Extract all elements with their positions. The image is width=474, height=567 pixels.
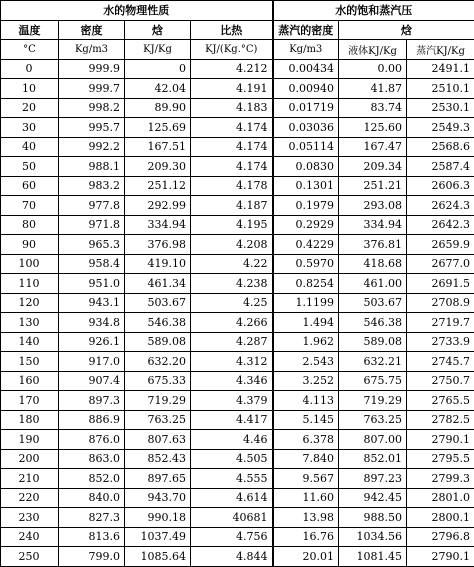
specific-heat-cell: 4.266 xyxy=(191,313,273,333)
liquid-enthalpy-cell: 41.87 xyxy=(339,79,407,99)
unit-steam-density: Kg/m3 xyxy=(273,40,339,60)
table-body xyxy=(1,59,474,566)
specific-heat-cell: 4.346 xyxy=(191,371,273,391)
enthalpy-cell: 807.63 xyxy=(125,430,191,450)
density-cell: 813.6 xyxy=(59,527,125,547)
specific-heat-cell: 4.174 xyxy=(191,137,273,157)
temperature-cell: 150 xyxy=(1,352,59,372)
table-row xyxy=(1,508,474,528)
temperature-cell: 0 xyxy=(1,59,59,79)
density-cell: 840.0 xyxy=(59,488,125,508)
vapor-enthalpy-cell: 2642.3 xyxy=(407,215,474,235)
enthalpy-cell: 125.69 xyxy=(125,118,191,138)
vapor-enthalpy-cell: 2796.8 xyxy=(407,527,474,547)
enthalpy-cell: 503.67 xyxy=(125,293,191,313)
specific-heat-cell: 4.46 xyxy=(191,430,273,450)
liquid-enthalpy-cell: 251.21 xyxy=(339,176,407,196)
liquid-enthalpy-cell: 0.00 xyxy=(339,59,407,79)
temperature-cell: 200 xyxy=(1,449,59,469)
unit-specific-heat: KJ/(Kg.°C) xyxy=(191,40,273,60)
temperature-cell: 170 xyxy=(1,391,59,411)
steam-density-cell: 13.98 xyxy=(273,508,339,528)
vapor-enthalpy-cell: 2719.7 xyxy=(407,313,474,333)
density-cell: 971.8 xyxy=(59,215,125,235)
specific-heat-cell: 4.756 xyxy=(191,527,273,547)
steam-density-cell: 0.01719 xyxy=(273,98,339,118)
specific-heat-cell: 4.505 xyxy=(191,449,273,469)
enthalpy-cell: 852.43 xyxy=(125,449,191,469)
liquid-enthalpy-cell: 418.68 xyxy=(339,254,407,274)
table-row xyxy=(1,98,474,118)
table-row xyxy=(1,293,474,313)
enthalpy-cell: 251.12 xyxy=(125,176,191,196)
density-cell: 983.2 xyxy=(59,176,125,196)
steam-density-cell: 5.145 xyxy=(273,410,339,430)
density-cell: 926.1 xyxy=(59,332,125,352)
steam-density-cell: 2.543 xyxy=(273,352,339,372)
temperature-cell: 220 xyxy=(1,488,59,508)
vapor-enthalpy-cell: 2795.5 xyxy=(407,449,474,469)
enthalpy-cell: 763.25 xyxy=(125,410,191,430)
column-header-row xyxy=(1,20,474,40)
temperature-cell: 30 xyxy=(1,118,59,138)
density-cell: 998.2 xyxy=(59,98,125,118)
specific-heat-cell: 4.238 xyxy=(191,274,273,294)
specific-heat-cell: 4.208 xyxy=(191,235,273,255)
specific-heat-cell: 4.178 xyxy=(191,176,273,196)
enthalpy-cell: 376.98 xyxy=(125,235,191,255)
temperature-cell: 180 xyxy=(1,410,59,430)
unit-vapor-enthalpy: 蒸汽KJ/Kg xyxy=(407,40,474,60)
temperature-cell: 120 xyxy=(1,293,59,313)
steam-density-cell: 0.03036 xyxy=(273,118,339,138)
steam-density-cell: 0.05114 xyxy=(273,137,339,157)
liquid-enthalpy-cell: 83.74 xyxy=(339,98,407,118)
temperature-cell: 70 xyxy=(1,196,59,216)
vapor-enthalpy-cell: 2800.1 xyxy=(407,508,474,528)
enthalpy-cell: 334.94 xyxy=(125,215,191,235)
density-cell: 897.3 xyxy=(59,391,125,411)
steam-density-cell: 6.378 xyxy=(273,430,339,450)
liquid-enthalpy-cell: 1034.56 xyxy=(339,527,407,547)
table-row xyxy=(1,352,474,372)
table-row xyxy=(1,371,474,391)
table-row xyxy=(1,215,474,235)
enthalpy-cell: 209.30 xyxy=(125,157,191,177)
specific-heat-cell: 4.379 xyxy=(191,391,273,411)
enthalpy-cell: 419.10 xyxy=(125,254,191,274)
specific-heat-cell: 4.187 xyxy=(191,196,273,216)
liquid-enthalpy-cell: 503.67 xyxy=(339,293,407,313)
density-cell: 965.3 xyxy=(59,235,125,255)
col-header-steam-enthalpy: 焓 xyxy=(339,20,474,40)
liquid-enthalpy-cell: 719.29 xyxy=(339,391,407,411)
steam-density-cell: 7.840 xyxy=(273,449,339,469)
vapor-enthalpy-cell: 2790.1 xyxy=(407,430,474,450)
unit-density: Kg/m3 xyxy=(59,40,125,60)
enthalpy-cell: 1037.49 xyxy=(125,527,191,547)
vapor-enthalpy-cell: 2745.7 xyxy=(407,352,474,372)
col-header-temperature: 温度 xyxy=(1,20,59,40)
steam-density-cell: 0.0830 xyxy=(273,157,339,177)
temperature-cell: 100 xyxy=(1,254,59,274)
specific-heat-cell: 4.174 xyxy=(191,118,273,138)
vapor-enthalpy-cell: 2801.0 xyxy=(407,488,474,508)
temperature-cell: 130 xyxy=(1,313,59,333)
temperature-cell: 250 xyxy=(1,547,59,567)
liquid-enthalpy-cell: 852.01 xyxy=(339,449,407,469)
density-cell: 852.0 xyxy=(59,469,125,489)
vapor-enthalpy-cell: 2782.5 xyxy=(407,410,474,430)
table-row xyxy=(1,176,474,196)
liquid-enthalpy-cell: 763.25 xyxy=(339,410,407,430)
specific-heat-cell: 40681 xyxy=(191,508,273,528)
density-cell: 863.0 xyxy=(59,449,125,469)
specific-heat-cell: 4.212 xyxy=(191,59,273,79)
vapor-enthalpy-cell: 2510.1 xyxy=(407,79,474,99)
group-title-physical-properties: 水的物理性质 xyxy=(1,1,273,21)
table-row xyxy=(1,254,474,274)
specific-heat-cell: 4.22 xyxy=(191,254,273,274)
steam-density-cell: 9.567 xyxy=(273,469,339,489)
table-row xyxy=(1,527,474,547)
temperature-cell: 20 xyxy=(1,98,59,118)
temperature-cell: 60 xyxy=(1,176,59,196)
liquid-enthalpy-cell: 632.21 xyxy=(339,352,407,372)
specific-heat-cell: 4.417 xyxy=(191,410,273,430)
density-cell: 827.3 xyxy=(59,508,125,528)
density-cell: 934.8 xyxy=(59,313,125,333)
table-row xyxy=(1,547,474,567)
group-header-row xyxy=(1,1,474,21)
steam-density-cell: 20.01 xyxy=(273,547,339,567)
temperature-cell: 10 xyxy=(1,79,59,99)
density-cell: 943.1 xyxy=(59,293,125,313)
col-header-specific-heat: 比热 xyxy=(191,20,273,40)
vapor-enthalpy-cell: 2624.3 xyxy=(407,196,474,216)
specific-heat-cell: 4.555 xyxy=(191,469,273,489)
enthalpy-cell: 292.99 xyxy=(125,196,191,216)
specific-heat-cell: 4.312 xyxy=(191,352,273,372)
table-row xyxy=(1,157,474,177)
density-cell: 907.4 xyxy=(59,371,125,391)
density-cell: 958.4 xyxy=(59,254,125,274)
group-title-saturated-steam: 水的饱和蒸汽压 xyxy=(273,1,474,21)
density-cell: 799.0 xyxy=(59,547,125,567)
enthalpy-cell: 461.34 xyxy=(125,274,191,294)
table-row xyxy=(1,118,474,138)
vapor-enthalpy-cell: 2708.9 xyxy=(407,293,474,313)
density-cell: 999.9 xyxy=(59,59,125,79)
liquid-enthalpy-cell: 461.00 xyxy=(339,274,407,294)
steam-density-cell: 1.1199 xyxy=(273,293,339,313)
col-header-density: 密度 xyxy=(59,20,125,40)
temperature-cell: 160 xyxy=(1,371,59,391)
temperature-cell: 90 xyxy=(1,235,59,255)
enthalpy-cell: 589.08 xyxy=(125,332,191,352)
steam-density-cell: 1.962 xyxy=(273,332,339,352)
liquid-enthalpy-cell: 293.08 xyxy=(339,196,407,216)
steam-density-cell: 0.4229 xyxy=(273,235,339,255)
density-cell: 951.0 xyxy=(59,274,125,294)
specific-heat-cell: 4.614 xyxy=(191,488,273,508)
temperature-cell: 140 xyxy=(1,332,59,352)
liquid-enthalpy-cell: 897.23 xyxy=(339,469,407,489)
vapor-enthalpy-cell: 2677.0 xyxy=(407,254,474,274)
density-cell: 876.0 xyxy=(59,430,125,450)
table-row xyxy=(1,332,474,352)
temperature-cell: 210 xyxy=(1,469,59,489)
table-row xyxy=(1,235,474,255)
temperature-cell: 230 xyxy=(1,508,59,528)
enthalpy-cell: 632.20 xyxy=(125,352,191,372)
vapor-enthalpy-cell: 2765.5 xyxy=(407,391,474,411)
steam-density-cell: 11.60 xyxy=(273,488,339,508)
density-cell: 999.7 xyxy=(59,79,125,99)
enthalpy-cell: 719.29 xyxy=(125,391,191,411)
specific-heat-cell: 4.287 xyxy=(191,332,273,352)
steam-density-cell: 0.2929 xyxy=(273,215,339,235)
vapor-enthalpy-cell: 2790.1 xyxy=(407,547,474,567)
vapor-enthalpy-cell: 2691.5 xyxy=(407,274,474,294)
enthalpy-cell: 943.70 xyxy=(125,488,191,508)
enthalpy-cell: 990.18 xyxy=(125,508,191,528)
liquid-enthalpy-cell: 546.38 xyxy=(339,313,407,333)
col-header-enthalpy: 焓 xyxy=(125,20,191,40)
liquid-enthalpy-cell: 675.75 xyxy=(339,371,407,391)
temperature-cell: 40 xyxy=(1,137,59,157)
liquid-enthalpy-cell: 376.81 xyxy=(339,235,407,255)
liquid-enthalpy-cell: 209.34 xyxy=(339,157,407,177)
vapor-enthalpy-cell: 2491.1 xyxy=(407,59,474,79)
vapor-enthalpy-cell: 2530.1 xyxy=(407,98,474,118)
vapor-enthalpy-cell: 2568.6 xyxy=(407,137,474,157)
liquid-enthalpy-cell: 589.08 xyxy=(339,332,407,352)
vapor-enthalpy-cell: 2606.3 xyxy=(407,176,474,196)
col-header-steam-density: 蒸汽的密度 xyxy=(273,20,339,40)
density-cell: 995.7 xyxy=(59,118,125,138)
enthalpy-cell: 897.65 xyxy=(125,469,191,489)
steam-density-cell: 0.8254 xyxy=(273,274,339,294)
unit-enthalpy: KJ/Kg xyxy=(125,40,191,60)
temperature-cell: 80 xyxy=(1,215,59,235)
temperature-cell: 240 xyxy=(1,527,59,547)
steam-density-cell: 16.76 xyxy=(273,527,339,547)
temperature-cell: 50 xyxy=(1,157,59,177)
vapor-enthalpy-cell: 2549.3 xyxy=(407,118,474,138)
steam-density-cell: 0.5970 xyxy=(273,254,339,274)
table-row xyxy=(1,469,474,489)
density-cell: 886.9 xyxy=(59,410,125,430)
specific-heat-cell: 4.191 xyxy=(191,79,273,99)
steam-density-cell: 1.494 xyxy=(273,313,339,333)
unit-row xyxy=(1,40,474,60)
enthalpy-cell: 89.90 xyxy=(125,98,191,118)
enthalpy-cell: 0 xyxy=(125,59,191,79)
steam-density-cell: 4.113 xyxy=(273,391,339,411)
vapor-enthalpy-cell: 2733.9 xyxy=(407,332,474,352)
liquid-enthalpy-cell: 334.94 xyxy=(339,215,407,235)
unit-temperature: °C xyxy=(1,40,59,60)
table-row xyxy=(1,137,474,157)
temperature-cell: 190 xyxy=(1,430,59,450)
density-cell: 917.0 xyxy=(59,352,125,372)
table-row xyxy=(1,196,474,216)
table-row xyxy=(1,488,474,508)
density-cell: 988.1 xyxy=(59,157,125,177)
specific-heat-cell: 4.183 xyxy=(191,98,273,118)
enthalpy-cell: 675.33 xyxy=(125,371,191,391)
table-row xyxy=(1,59,474,79)
vapor-enthalpy-cell: 2587.4 xyxy=(407,157,474,177)
temperature-cell: 110 xyxy=(1,274,59,294)
liquid-enthalpy-cell: 1081.45 xyxy=(339,547,407,567)
vapor-enthalpy-cell: 2659.9 xyxy=(407,235,474,255)
table-row xyxy=(1,410,474,430)
steam-density-cell: 0.1979 xyxy=(273,196,339,216)
liquid-enthalpy-cell: 942.45 xyxy=(339,488,407,508)
liquid-enthalpy-cell: 125.60 xyxy=(339,118,407,138)
table-row xyxy=(1,79,474,99)
specific-heat-cell: 4.174 xyxy=(191,157,273,177)
density-cell: 977.8 xyxy=(59,196,125,216)
vapor-enthalpy-cell: 2799.3 xyxy=(407,469,474,489)
table-row xyxy=(1,430,474,450)
steam-density-cell: 3.252 xyxy=(273,371,339,391)
table-row xyxy=(1,449,474,469)
enthalpy-cell: 546.38 xyxy=(125,313,191,333)
table-row xyxy=(1,274,474,294)
steam-density-cell: 0.00940 xyxy=(273,79,339,99)
steam-density-cell: 0.00434 xyxy=(273,59,339,79)
enthalpy-cell: 42.04 xyxy=(125,79,191,99)
liquid-enthalpy-cell: 167.47 xyxy=(339,137,407,157)
enthalpy-cell: 1085.64 xyxy=(125,547,191,567)
liquid-enthalpy-cell: 807.00 xyxy=(339,430,407,450)
steam-density-cell: 0.1301 xyxy=(273,176,339,196)
table-row xyxy=(1,391,474,411)
specific-heat-cell: 4.195 xyxy=(191,215,273,235)
enthalpy-cell: 167.51 xyxy=(125,137,191,157)
table-row xyxy=(1,313,474,333)
specific-heat-cell: 4.25 xyxy=(191,293,273,313)
liquid-enthalpy-cell: 988.50 xyxy=(339,508,407,528)
specific-heat-cell: 4.844 xyxy=(191,547,273,567)
density-cell: 992.2 xyxy=(59,137,125,157)
unit-liquid-enthalpy: 液体KJ/Kg xyxy=(339,40,407,60)
vapor-enthalpy-cell: 2750.7 xyxy=(407,371,474,391)
